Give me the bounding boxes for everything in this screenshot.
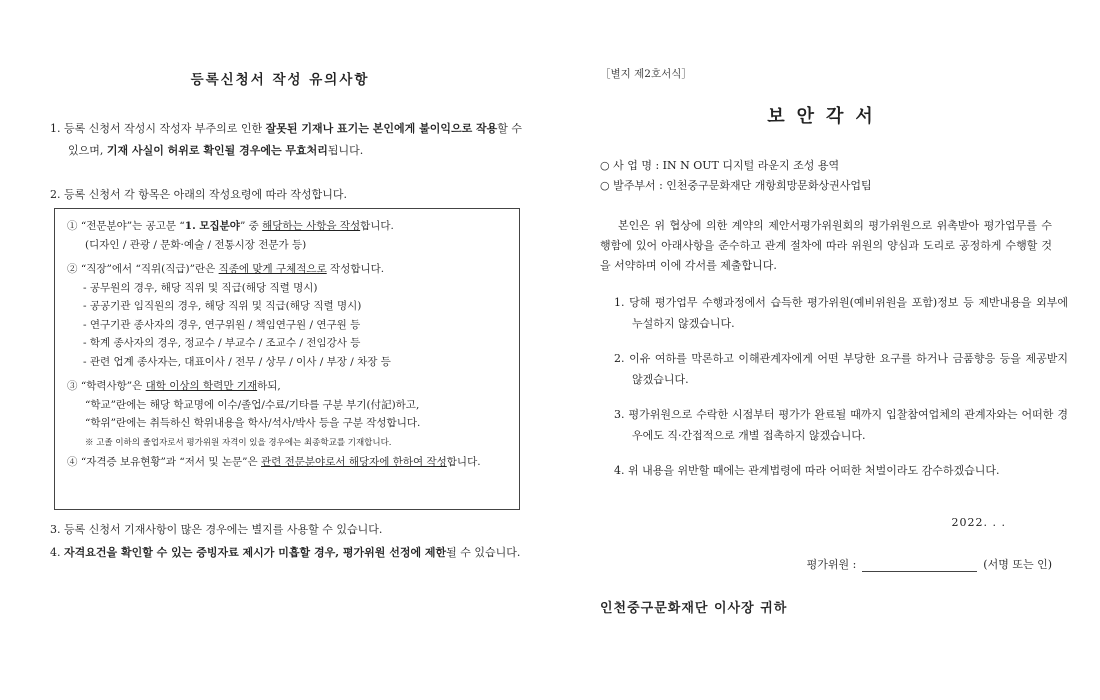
instruction-4: ④ “자격증 보유현황”과 “저서 및 논문”은 관련 전문분야로서 해당자에 한하여 작성합니다. [67, 455, 481, 468]
signature-suffix: (서명 또는 인) [983, 558, 1052, 571]
instruction-2-item: - 연구기관 종사자의 경우, 연구위원 / 책임연구원 / 연구원 등 [83, 318, 361, 331]
writing-instructions-box [54, 208, 520, 510]
instruction-2-item: - 학계 종사자의 경우, 정교수 / 부교수 / 조교수 / 전임강사 등 [83, 337, 361, 349]
form-number: ［별지 제2호서식］ [600, 68, 692, 80]
instruction-3-degree: “학위”란에는 취득하신 학위내용을 학사/석사/박사 등을 구분 작성합니다. [85, 417, 421, 429]
instruction-2-item: - 공공기관 임직원의 경우, 해당 직위 및 직급(해당 직렬 명시) [83, 300, 362, 312]
guideline-2: 2. 등록 신청서 각 항목은 아래의 작성요령에 따라 작성합니다. [50, 188, 347, 201]
instruction-2: ② “직장”에서 “직위(직급)”란은 직종에 맞게 구체적으로 작성합니다. [67, 263, 385, 275]
instruction-1: ① “전문분야”는 공고문 “1. 모집분야” 중 해당하는 사항을 작성합니다. [67, 220, 394, 232]
pledge-title: 보안각서 [767, 106, 885, 127]
pledge-clause: 1. 당해 평가업무 수행과정에서 습득한 평가위원(예비위원을 포함)정보 등 제반내용을 외부에 누설하지 않겠습니다. [614, 296, 1068, 330]
guideline-4: 4. 자격요건을 확인할 수 있는 증빙자료 제시가 미흡할 경우, 평가위원 선정에 제한될 수 있습니다. [50, 546, 521, 559]
signature-label: 평가위원 : [806, 558, 857, 571]
pledge-intro: 본인은 위 협상에 의한 계약의 제안서평가위원회의 평가위원으로 위촉받아 평가업무를 수행함에 있어 아래사항을 준수하고 관계 절차에 따라 위원의 양심과 도리로 공정하게 수행할 것을 서약하며 이에 각서를 제출합니다. [600, 219, 1052, 272]
guideline-3: 3. 등록 신청서 기재사항이 많은 경우에는 별지를 사용할 수 있습니다. [50, 523, 383, 536]
pledge-clause: 4. 위 내용을 위반할 때에는 관계법령에 따라 어떠한 처벌이라도 감수하겠습니다. [614, 464, 1000, 477]
project-name: ○ 사 업 명 : IN N OUT 디지털 라운지 조성 용역 [600, 159, 840, 172]
signature-field[interactable] [862, 559, 977, 572]
signature-line [807, 556, 1052, 572]
instruction-2-item: - 관련 업계 종사자는, 대표이사 / 전무 / 상무 / 이사 / 부장 / 차장 등 [83, 355, 391, 368]
instruction-3: ③ “학력사항”은 대학 이상의 학력만 기재하되, [67, 380, 281, 392]
guideline-1: 1. 등록 신청서 작성시 작성자 부주의로 인한 잘못된 기재나 표기는 본인에게 불이익으로 작용할 수 있으며, 기재 사실이 허위로 확인될 경우에는 무효처리됩니다. [50, 122, 523, 157]
pledge-date: 2022. . . [951, 516, 1006, 529]
instruction-2-item: - 공무원의 경우, 해당 직위 및 직급(해당 직렬 명시) [83, 281, 318, 294]
pledge-clause: 3. 평가위원으로 수락한 시점부터 평가가 완료될 때까지 입찰참여업체의 관계자와는 어떠한 경우에도 직·간접적으로 개별 접촉하지 않겠습니다. [614, 408, 1068, 442]
pledge-clause: 2. 이유 여하를 막론하고 이해관계자에게 어떤 부당한 요구를 하거나 금품향응 등을 제공받지 않겠습니다. [614, 352, 1068, 386]
ordering-department: ○ 발주부서 : 인천중구문화재단 개항희망문화상권사업팀 [600, 179, 872, 192]
guidelines-title: 등록신청서 작성 유의사항 [190, 72, 370, 88]
instruction-1-examples: (디자인 / 관광 / 문화·예술 / 전통시장 전문가 등) [85, 238, 307, 251]
instruction-3-school: “학교”란에는 해당 학교명에 이수/졸업/수료/기타를 구분 부기(付記)하고, [85, 398, 420, 411]
addressee: 인천중구문화재단 이사장 귀하 [600, 601, 788, 616]
instruction-3-note: ※ 고졸 이하의 졸업자로서 평가위원 자격이 있을 경우에는 최종학교를 기재합니다. [85, 437, 392, 448]
